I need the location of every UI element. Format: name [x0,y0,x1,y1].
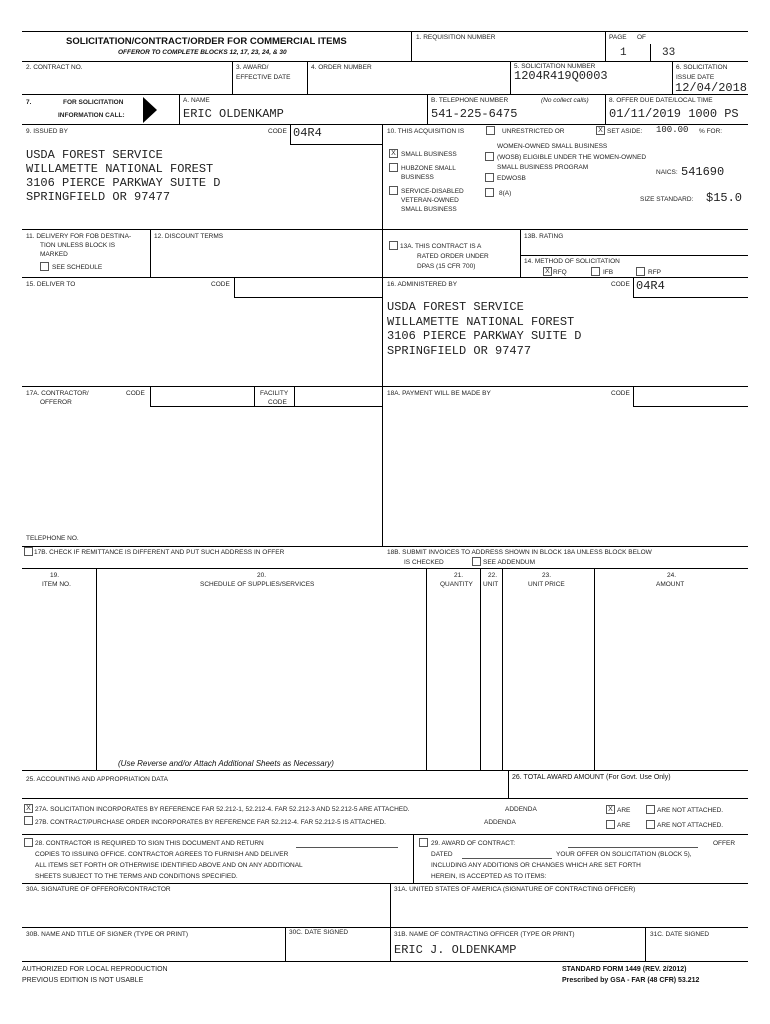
sdvosb-label-3: SMALL BUSINESS [401,206,457,213]
27b-addenda: ADDENDA [484,819,516,826]
small-business-label: SMALL BUSINESS [401,151,457,158]
officer-date-label: 31C. DATE SIGNED [650,931,710,938]
sdvosb-label-1: SERVICE-DISABLED [401,188,464,195]
delivery-label-2: TION UNLESS BLOCK IS [40,242,116,249]
issued-by-label: 9. ISSUED BY [26,128,68,135]
27a-not-attached-label: ARE NOT ATTACHED. [657,807,724,814]
rated-order-checkbox[interactable] [389,241,398,250]
29-line-3: INCLUDING ANY ADDITIONS OR CHANGES WHICH ARE SET FORTH [431,862,641,869]
27a-text: 27A. SOLICITATION INCORPORATES BY REFERENCE FAR 52.212-1, 52.212-4. FAR 52.212-3 AND 52.212-5 ARE ATTACHED. [35,806,410,813]
administered-by-label: 16. ADMINISTERED BY [387,281,458,288]
col-amount-num: 24. [667,572,677,579]
wosb-label-1: WOMEN-OWNED SMALL BUSINESS [497,143,608,150]
form-subtitle: OFFEROR TO COMPLETE BLOCKS 12, 17, 23, 24, & 30 [118,49,287,56]
27b-are-label: ARE [617,822,631,829]
payment-code-label: CODE [611,390,630,397]
col-quantity-num: 21. [454,572,464,579]
offer-due-label: 8. OFFER DUE DATE/LOCAL TIME [609,97,713,104]
remittance-checkbox[interactable] [24,547,33,556]
see-schedule-label: SEE SCHEDULE [52,264,103,271]
29-dated-label: DATED [431,851,453,858]
page-total: 33 [662,47,676,59]
contractor-label-1: 17A. CONTRACTOR/ [26,390,89,397]
unrestricted-checkbox[interactable] [486,126,495,135]
remittance-label: 17B. CHECK IF REMITTANCE IS DIFFERENT AND PUT SUCH ADDRESS IN OFFER [34,549,285,556]
delivery-label-3: MARKED [40,251,68,258]
rfq-label: RFQ [553,269,567,276]
col-unit-num: 22. [488,572,498,579]
contract-no-label: 2. CONTRACT NO. [26,64,83,71]
27b-text: 27B. CONTRACT/PURCHASE ORDER INCORPORATES BY REFERENCE FAR 52.212-4. FAR 52.212-5 IS ATTACHED. [35,819,386,826]
see-schedule-checkbox[interactable] [40,262,49,271]
award-label: 3. AWARD/ [236,64,269,71]
no-collect-label: (No collect calls) [541,97,589,104]
ifb-label: IFB [603,269,614,276]
29-line-4: HEREIN, IS ACCEPTED AS TO ITEMS: [431,873,547,880]
naics-value: 541690 [681,165,725,179]
effective-date-label: EFFECTIVE DATE [236,74,291,81]
col-unit-price: UNIT PRICE [528,581,565,588]
see-addendum-checkbox[interactable] [472,557,481,566]
27a-not-attached-checkbox[interactable] [646,805,655,814]
solicitation-number-value: 1204R419Q0003 [514,69,608,83]
administered-code-value: 04R4 [636,279,665,293]
telephone-label: B. TELEPHONE NUMBER [431,97,509,104]
27a-are-label: ARE [617,807,631,814]
rfq-checkbox[interactable]: X [543,267,552,276]
page-value: 1 [620,47,627,59]
col-schedule: SCHEDULE OF SUPPLIES/SERVICES [200,581,315,588]
deliver-to-code-label: CODE [211,281,230,288]
of-label: OF [637,34,647,41]
issued-by-address [26,148,220,204]
29-line-2: YOUR OFFER ON SOLICITATION (BLOCK 5), [556,851,692,858]
footer-previous-edition: PREVIOUS EDITION IS NOT USABLE [22,977,144,984]
form-title: SOLICITATION/CONTRACT/ORDER FOR COMMERCIAL ITEMS [66,36,347,47]
small-business-checkbox[interactable]: X [389,149,398,158]
signature-officer-label: 31A. UNITED STATES OF AMERICA (SIGNATURE OF CONTRACTING OFFICER) [394,886,636,893]
see-addendum-label: SEE ADDENDUM [483,559,536,566]
wosb-label-3: SMALL BUSINESS PROGRAM [497,164,589,171]
contractor-label-2: OFFEROR [40,399,72,406]
administered-by-address [387,300,581,358]
officer-name-value: ERIC J. OLDENKAMP [394,943,517,957]
issued-by-line: SPRINGFIELD OR 97477 [26,190,171,204]
rated-order-label-1: 13A. THIS CONTRACT IS A [400,243,482,250]
officer-name-label: 31B. NAME OF CONTRACTING OFFICER (TYPE OR PRINT) [394,931,575,938]
submit-invoices-label-1: 18B. SUBMIT INVOICES TO ADDRESS SHOWN IN BLOCK 18A UNLESS BLOCK BELOW [387,549,652,556]
total-award-label: 26. TOTAL AWARD AMOUNT (For Govt. Use Only) [512,774,671,781]
rfp-label: RFP [648,269,661,276]
facility-label-2: CODE [268,399,287,406]
delivery-label-1: 11. DELIVERY FOR FOB DESTINA- [26,233,132,240]
solicitation-number-label: 5. SOLICITATION NUMBER [514,63,596,70]
hubzone-label-1: HUBZONE SMALL [401,165,456,172]
issued-by-code-value: 04R4 [293,126,322,140]
footer-form-number: STANDARD FORM 1449 (REV. 2/2012) [562,966,687,973]
contact-name-value: ERIC OLDENKAMP [183,107,284,121]
rated-order-label-2: RATED ORDER UNDER [417,253,489,260]
28-copies-line [296,847,398,848]
method-label: 14. METHOD OF SOLICITATION [524,258,620,265]
footer-reproduction: AUTHORIZED FOR LOCAL REPRODUCTION [22,966,168,973]
acquisition-label: 10. THIS ACQUISITION IS [387,128,465,135]
accounting-label: 25. ACCOUNTING AND APPROPRIATION DATA [26,776,168,783]
name-label: A. NAME [183,97,210,104]
administered-line: 3106 PIERCE PARKWAY SUITE D [387,329,582,343]
info-call-label-1: FOR SOLICITATION [63,99,124,106]
deliver-to-label: 15. DELIVER TO [26,281,76,288]
item-7-number: 7. [26,99,32,106]
naics-label: NAICS: [656,169,678,176]
rated-order-label-3: DPAS (15 CFR 700) [417,263,476,270]
8a-label: 8(A) [499,190,512,197]
27b-not-attached-label: ARE NOT ATTACHED. [657,822,724,829]
27b-are-checkbox[interactable] [606,820,615,829]
27b-not-attached-checkbox[interactable] [646,820,655,829]
sdvosb-label-2: VETERAN-OWNED [401,197,459,204]
col-item-no-num: 19. [50,572,60,579]
29-contract-line [568,847,698,848]
set-aside-percent-value: 100.00 [656,125,689,135]
size-standard-label: SIZE STANDARD: [640,196,694,203]
additional-sheets-note: (Use Reverse and/or Attach Additional Sheets as Necessary) [118,759,334,768]
requisition-label: 1. REQUISITION NUMBER [416,34,496,41]
29-dated-line [462,858,552,859]
administered-line: WILLAMETTE NATIONAL FOREST [387,314,575,329]
sdvosb-checkbox[interactable] [389,186,398,195]
issue-date-label-2: ISSUE DATE [676,74,715,81]
issued-by-line: USDA FOREST SERVICE [26,148,163,162]
size-standard-value: $15.0 [706,191,743,205]
payment-label: 18A. PAYMENT WILL BE MADE BY [387,390,491,397]
27a-addenda: ADDENDA [505,806,537,813]
issue-date-value: 12/04/2018 [675,81,748,95]
set-aside-checkbox[interactable]: X [596,126,605,135]
info-call-label-2: INFORMATION CALL: [58,112,125,119]
col-unit: UNIT [483,581,499,588]
28-line-2: COPIES TO ISSUING OFFICE. CONTRACTOR AGREES TO FURNISH AND DELIVER [35,851,289,858]
issued-by-code-label: CODE [268,128,287,135]
edwosb-checkbox[interactable] [485,173,494,182]
edwosb-label: EDWOSB [497,175,526,182]
wosb-checkbox[interactable] [485,152,494,161]
hubzone-label-2: BUSINESS [401,174,434,181]
27a-checkbox[interactable]: X [24,804,33,813]
hubzone-checkbox[interactable] [389,163,398,172]
set-aside-label: SET ASIDE: [607,128,643,135]
col-amount: AMOUNT [656,581,685,588]
order-number-label: 4. ORDER NUMBER [311,64,372,71]
discount-terms-label: 12. DISCOUNT TERMS [154,233,224,240]
arrow-right-icon [143,97,157,123]
administered-line: SPRINGFIELD OR 97477 [387,343,532,358]
29-offer-label: OFFER [713,840,736,847]
page-label: PAGE [609,34,627,41]
28-line-3: ALL ITEMS SET FORTH OR OTHERWISE IDENTIFIED ABOVE AND ON ANY ADDITIONAL [35,862,303,869]
signature-offeror-label: 30A. SIGNATURE OF OFFEROR/CONTRACTOR [26,886,171,893]
offeror-date-label: 30C. DATE SIGNED [289,929,349,936]
29-checkbox[interactable] [419,838,428,847]
submit-invoices-label-2: IS CHECKED [404,559,444,566]
facility-label-1: FACILITY [260,390,289,397]
administered-code-label: CODE [611,281,630,288]
contractor-code-label: CODE [126,390,145,397]
offer-due-value: 01/11/2019 1000 PS [609,107,739,121]
col-schedule-num: 20. [257,572,267,579]
telephone-value: 541-225-6475 [431,107,518,121]
27b-checkbox[interactable] [24,816,33,825]
footer-prescribed: Prescribed by GSA - FAR (48 CFR) 53.212 [562,977,700,984]
rating-label: 13B. RATING [524,233,564,240]
administered-line: USDA FOREST SERVICE [387,300,524,314]
27a-are-checkbox[interactable]: X [606,805,615,814]
unrestricted-label: UNRESTRICTED OR [502,128,565,135]
rfp-checkbox[interactable] [636,267,645,276]
issue-date-label: 6. SOLICITATION [676,64,728,71]
29-line-1: 29. AWARD OF CONTRACT: [431,840,516,847]
signer-name-label: 30B. NAME AND TITLE OF SIGNER (TYPE OR PRINT) [26,931,189,938]
wosb-label-2: (WOSB) ELIGIBLE UNDER THE WOMEN-OWNED [497,154,647,161]
percent-for-label: % FOR: [699,128,723,135]
col-unit-price-num: 23. [542,572,552,579]
telephone-no-label: TELEPHONE NO. [26,535,79,542]
28-checkbox[interactable] [24,838,33,847]
8a-checkbox[interactable] [485,188,494,197]
28-line-4: SHEETS SUBJECT TO THE TERMS AND CONDITIONS SPECIFIED. [35,873,238,880]
ifb-checkbox[interactable] [591,267,600,276]
issued-by-line: 3106 PIERCE PARKWAY SUITE D [26,176,221,190]
issued-by-line: WILLAMETTE NATIONAL FOREST [26,162,214,176]
col-item-no: ITEM NO. [42,581,71,588]
col-quantity: QUANTITY [440,581,473,588]
28-line-1: 28. CONTRACTOR IS REQUIRED TO SIGN THIS DOCUMENT AND RETURN [35,840,264,847]
